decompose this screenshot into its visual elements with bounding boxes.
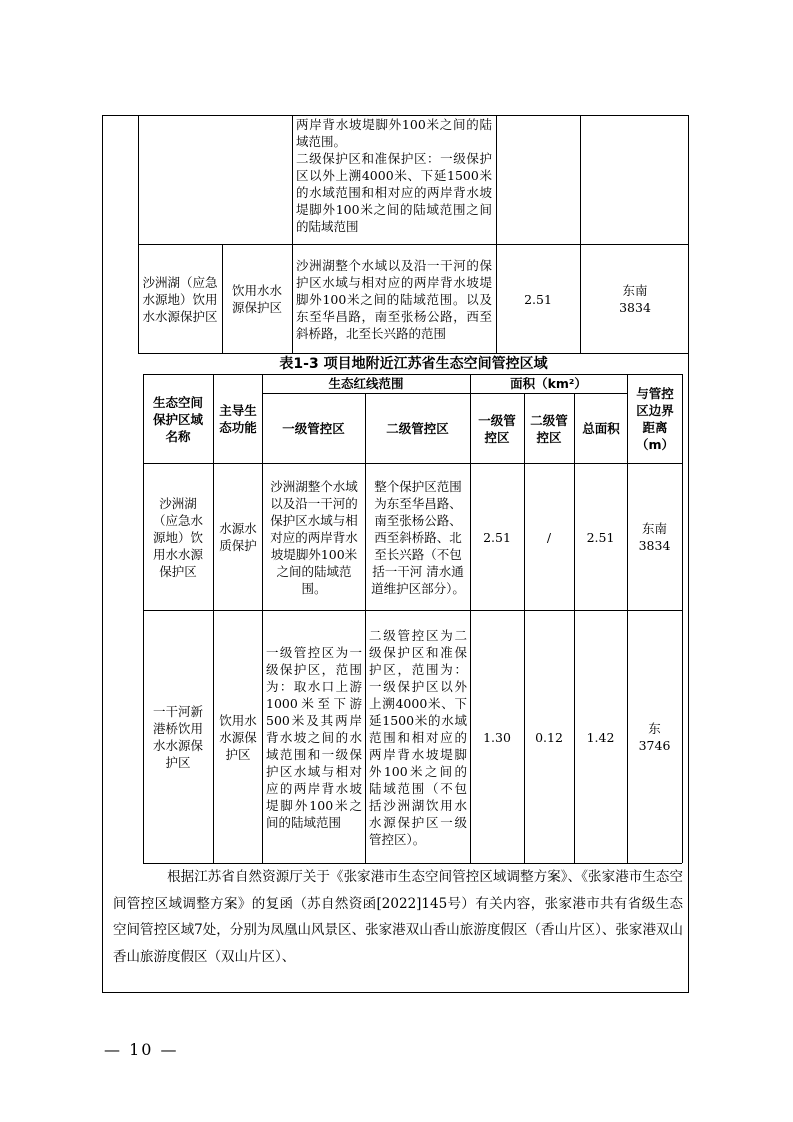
row2-area-total: 1.42 <box>586 729 615 745</box>
row1-distance: 东南 3834 <box>638 521 671 553</box>
row1-level1: 沙洲湖整个水域以及沿一干河的保护区水域与相对应的两岸背水坡堤脚外100米之间的陆域范围。 <box>270 478 358 596</box>
row2-function: 饮用水水源保护区 <box>219 712 257 762</box>
row2-name: 一干河新港桥饮用水水源保护区 <box>152 704 203 770</box>
continuation-scope-text: 两岸背水坡堤脚外100米之间的陆域范围。 二级保护区和准保护区：一级保护区以外上溯4000米、下延1500米的水域范围和相对应的两岸背水坡堤脚外100米之间的陆域范围之间的陆域范围 <box>296 117 492 234</box>
upper-row-area: 2.51 <box>524 291 552 307</box>
row2-area-l2: 0.12 <box>535 729 563 745</box>
header-area-total: 总面积 <box>582 421 620 436</box>
header-area-l1: 一级管控区 <box>478 412 516 445</box>
upper-row-scope: 沙洲湖整个水域以及沿一干河的保护区水域与相对应的两岸背水坡堤脚外100米之间的陆域范围。以及东至华昌路，南至张杨公路，西至斜桥路，北至长兴路的范围 <box>296 257 492 341</box>
header-distance: 与管控区边界距离（m） <box>635 386 675 452</box>
row1-area-total: 2.51 <box>586 529 615 545</box>
row1-area-l1: 2.51 <box>483 529 511 545</box>
header-area: 面积（km²） <box>510 376 587 391</box>
row1-level2: 整个保护区范围为东至华昌路、南至张杨公路、西至斜桥路、北至长兴路（不包括一干河 清水通道维护区部分）。 <box>371 478 465 596</box>
row1-function: 水源水质保护 <box>219 521 257 553</box>
page-number: — 10 — <box>104 1040 179 1059</box>
header-area-l2: 二级管控区 <box>530 412 568 445</box>
body-paragraph-text: 根据江苏省自然资源厅关于《张家港市生态空间管控区域调整方案》、《张家港市生态空间管控区域调整方案》的复函（苏自然资函[2022]145号）有关内容，张家港市共有省级生态空间管控区域7处，分别为凤凰山风景区、张家港双山香山旅游度假区（香山片区）、张家港双山香山旅游度假区（双山片区）、 <box>113 869 683 965</box>
body-paragraph <box>113 864 683 970</box>
header-name: 生态空间保护区域名称 <box>152 394 203 444</box>
row1-area-l2: / <box>546 529 552 545</box>
row2-area-l1: 1.30 <box>483 729 511 745</box>
header-level2: 二级管控区 <box>386 421 449 436</box>
upper-row-type: 饮用水水源保护区 <box>231 283 282 315</box>
header-function: 主导生态功能 <box>219 403 257 435</box>
header-red-line: 生态红线范围 <box>328 376 404 391</box>
table-title: 表1-3 项目地附近江苏省生态空间管控区域 <box>279 355 548 372</box>
row2-level1: 一级管控区为一级保护区，范围为：取水口上游1000米至下游500米及其两岸背水坡之间的水域范围和一级保护区水域与相对应的两岸背水坡堤脚外100米之间的陆域范围 <box>266 644 362 830</box>
upper-row-distance: 东南 3834 <box>619 283 651 315</box>
upper-row-name: 沙洲湖（应急水源地）饮用水水源保护区 <box>142 274 218 324</box>
row2-level2: 二级管控区为二级保护区和准保护区，范围为：一级保护区以外上溯4000米、下延1500米的水域范围和相对应的两岸背水坡堤脚外100米之间的陆域范围（不包括沙洲湖饮用水水源保护区一级管控区）。 <box>369 627 467 847</box>
row1-name: 沙洲湖（应急水源地）饮用水水源保护区 <box>152 495 203 579</box>
row2-distance: 东 3746 <box>638 721 671 753</box>
header-level1: 一级管控区 <box>282 421 345 436</box>
